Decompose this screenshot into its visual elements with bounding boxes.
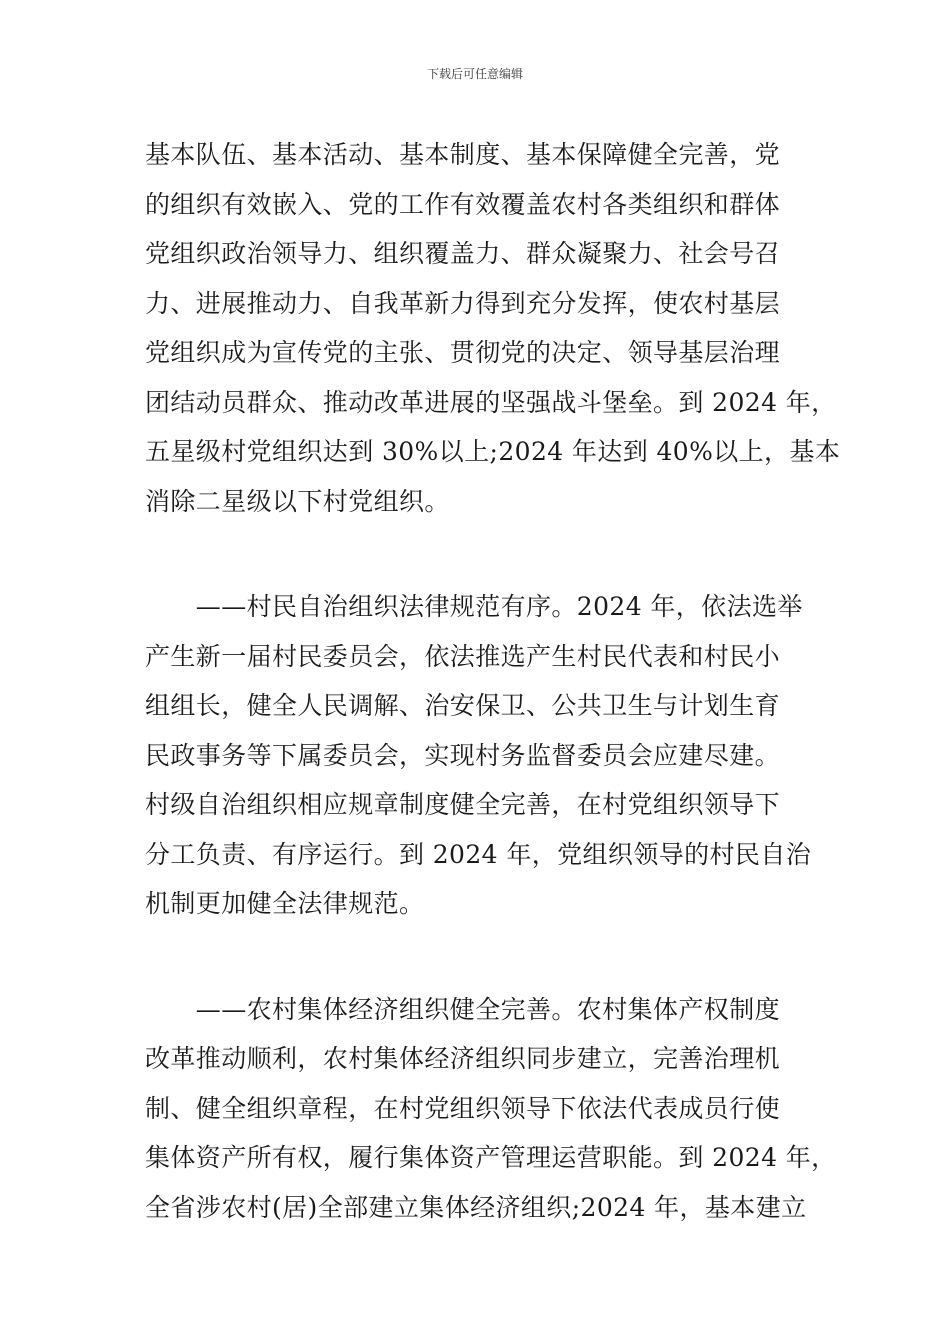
text-line: 基本队伍、基本活动、基本制度、基本保障健全完善，党 <box>145 140 781 169</box>
text-line: 集体资产所有权，履行集体资产管理运营职能。到 2024 年， <box>145 1143 837 1172</box>
text-line: 消除二星级以下村党组织。 <box>145 486 450 516</box>
document-body <box>145 130 841 1232</box>
text-line: 机制更加健全法律规范。 <box>145 889 425 918</box>
text-line: 村级自治组织相应规章制度健全完善，在村党组织领导下 <box>145 790 781 819</box>
text-line: 产生新一届村民委员会，依法推选产生村民代表和村民小 <box>145 641 781 671</box>
text-line: 党组织政治领导力、组织覆盖力、群众凝聚力、社会号召 <box>145 239 781 268</box>
text-line: 组组长，健全人民调解、治安保卫、公共卫生与计划生育 <box>145 691 781 720</box>
text-line: 全省涉农村(居)全部建立集体经济组织;2024 年，基本建立 <box>145 1192 807 1222</box>
paragraph-1 <box>145 130 841 526</box>
text-line: ——农村集体经济组织健全完善。农村集体产权制度 <box>145 994 781 1024</box>
text-line: 制、健全组织章程，在村党组织领导下依法代表成员行使 <box>145 1093 781 1123</box>
text-line: 五星级村党组织达到 30%以上;2024 年达到 40%以上，基本 <box>145 437 841 466</box>
text-line: 党组织成为宣传党的主张、贯彻党的决定、领导基层治理 <box>145 338 781 367</box>
text-line: 的组织有效嵌入、党的工作有效覆盖农村各类组织和群体 <box>145 189 781 219</box>
paragraph-spacer <box>145 526 825 582</box>
text-line: 团结动员群众、推动改革进展的坚强战斗堡垒。到 2024 年， <box>145 387 837 417</box>
text-line: 民政事务等下属委员会，实现村务监督委员会应建尽建。 <box>145 740 781 770</box>
text-line: 力、进展推动力、自我革新力得到充分发挥，使农村基层 <box>145 288 781 318</box>
text-line: ——村民自治组织法律规范有序。2024 年，依法选举 <box>145 592 803 621</box>
paragraph-2 <box>145 582 825 929</box>
paragraph-3 <box>145 985 837 1233</box>
paragraph-spacer <box>145 929 825 985</box>
page-header-note: 下载后可任意编辑 <box>426 67 523 81</box>
text-line: 分工负责、有序运行。到 2024 年，党组织领导的村民自治 <box>145 839 812 869</box>
text-line: 改革推动顺利，农村集体经济组织同步建立，完善治理机 <box>145 1044 781 1073</box>
